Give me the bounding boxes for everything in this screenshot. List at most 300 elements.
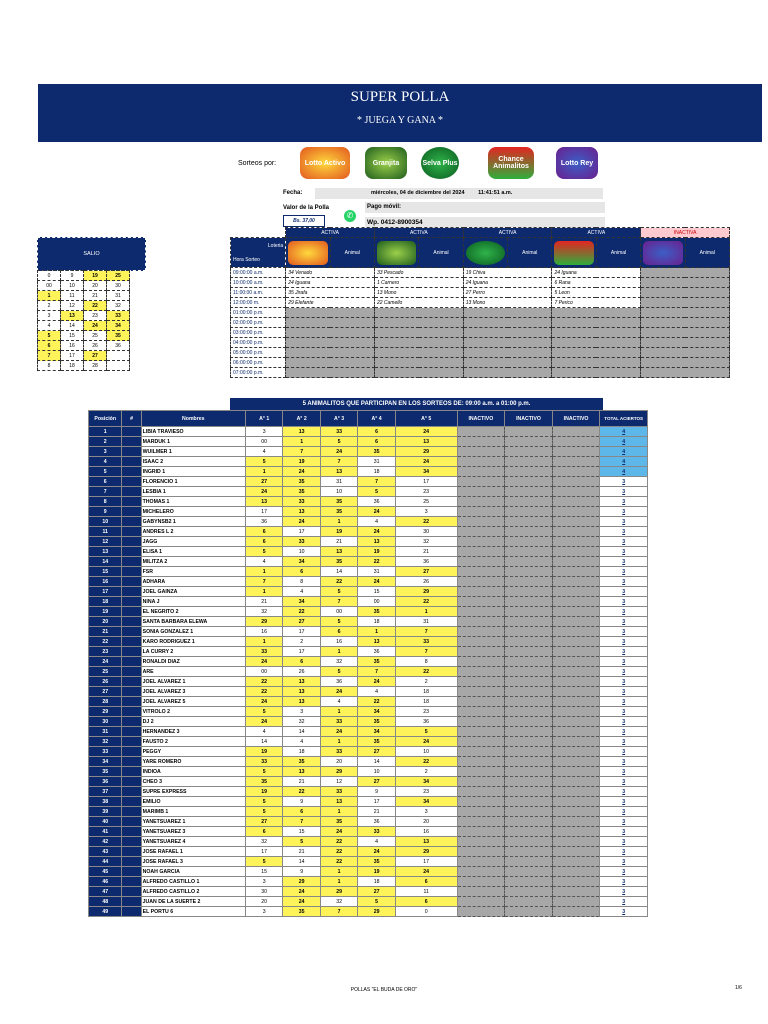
number-cell xyxy=(122,567,141,577)
schedule-result xyxy=(641,328,730,338)
pick-cell: 00 xyxy=(245,667,282,677)
inactive-cell xyxy=(457,887,505,897)
schedule-hour: 05:00:00 p.m. xyxy=(231,348,286,358)
salio-grid xyxy=(37,270,130,371)
pick-cell: 00 xyxy=(320,607,357,617)
pick-cell: 13 xyxy=(283,507,320,517)
number-cell xyxy=(122,647,141,657)
pick-cell: 1 xyxy=(245,467,282,477)
pick-cell: 6 xyxy=(245,537,282,547)
pick-cell: 22 xyxy=(358,697,395,707)
inactive-cell xyxy=(505,487,553,497)
inactive-cell xyxy=(505,787,553,797)
inactive-cell xyxy=(505,707,553,717)
pick-cell: 2 xyxy=(283,637,320,647)
pick-cell: 9 xyxy=(283,867,320,877)
pick-cell: 14 xyxy=(245,737,282,747)
name-cell: VITROLO 2 xyxy=(141,707,245,717)
pick-cell: 24 xyxy=(283,897,320,907)
inactive-cell xyxy=(552,587,600,597)
pick-cell: 5 xyxy=(245,767,282,777)
pick-cell: 34 xyxy=(358,727,395,737)
schedule-hour: 03:00:00 p.m. xyxy=(231,328,286,338)
pick-cell: 27 xyxy=(245,477,282,487)
position-cell: 28 xyxy=(89,697,122,707)
name-cell: RONALDI DIAZ xyxy=(141,657,245,667)
total-cell: 3 xyxy=(600,637,648,647)
number-cell xyxy=(122,687,141,697)
inactive-cell xyxy=(505,747,553,757)
name-cell: JOEL ALVAREZ 3 xyxy=(141,687,245,697)
pick-cell: 35 xyxy=(358,737,395,747)
inactive-cell xyxy=(552,897,600,907)
inactive-cell xyxy=(552,437,600,447)
salio-cell: 28 xyxy=(84,361,107,371)
inactive-cell xyxy=(505,527,553,537)
pick-cell: 29 xyxy=(283,877,320,887)
pick-cell: 13 xyxy=(320,547,357,557)
pick-cell: 35 xyxy=(358,447,395,457)
pick-cell: 1 xyxy=(320,737,357,747)
name-cell: ELISA 1 xyxy=(141,547,245,557)
pick-cell: 10 xyxy=(358,767,395,777)
lotto-activo-col xyxy=(286,238,330,268)
pick-cell: 4 xyxy=(245,727,282,737)
salio-cell: 5 xyxy=(38,331,61,341)
total-cell: 3 xyxy=(600,887,648,897)
lotto-rey-logo: Lotto Rey xyxy=(556,147,598,179)
pick-cell: 6 xyxy=(283,657,320,667)
inactive-cell xyxy=(505,837,553,847)
name-cell: JUAN DE LA SUERTE 2 xyxy=(141,897,245,907)
pick-cell: 22 xyxy=(395,757,457,767)
schedule-result: 1 Carnero xyxy=(374,278,463,288)
inactive-cell xyxy=(505,457,553,467)
inactive-cell xyxy=(457,827,505,837)
pick-cell: 6 xyxy=(283,807,320,817)
salio-cell xyxy=(107,351,130,361)
pick-cell: 10 xyxy=(395,747,457,757)
position-cell: 25 xyxy=(89,667,122,677)
inactive-cell xyxy=(505,567,553,577)
pick-cell: 36 xyxy=(358,817,395,827)
pick-cell: 30 xyxy=(395,527,457,537)
number-cell xyxy=(122,667,141,677)
pick-cell: 22 xyxy=(395,517,457,527)
pick-cell: 24 xyxy=(283,467,320,477)
pick-cell: 24 xyxy=(395,867,457,877)
inactive-cell xyxy=(552,767,600,777)
pick-cell: 29 xyxy=(395,447,457,457)
name-cell: YARE ROMERO xyxy=(141,757,245,767)
pick-cell: 4 xyxy=(245,447,282,457)
name-cell: JAGG xyxy=(141,537,245,547)
pick-cell: 9 xyxy=(283,797,320,807)
inactive-cell xyxy=(457,647,505,657)
pick-cell: 36 xyxy=(358,647,395,657)
pick-cell: 27 xyxy=(358,747,395,757)
salio-cell: 24 xyxy=(84,321,107,331)
pick-cell: 23 xyxy=(395,787,457,797)
schedule-hour: 12:00:00 m. xyxy=(231,298,286,308)
total-cell: 3 xyxy=(600,787,648,797)
number-cell xyxy=(122,677,141,687)
inactive-cell xyxy=(552,447,600,457)
inactive-cell xyxy=(457,607,505,617)
name-cell: MARIMB 1 xyxy=(141,807,245,817)
pick-cell: 4 xyxy=(245,557,282,567)
schedule-result: 6 Rana xyxy=(552,278,641,288)
inactive-cell xyxy=(505,577,553,587)
pick-cell: 00 xyxy=(245,437,282,447)
inactive-cell xyxy=(505,537,553,547)
pick-cell: 7 xyxy=(358,667,395,677)
pick-cell: 24 xyxy=(358,507,395,517)
number-cell xyxy=(122,467,141,477)
pick-cell: 6 xyxy=(245,827,282,837)
inactive-cell xyxy=(552,817,600,827)
number-cell xyxy=(122,437,141,447)
schedule-result xyxy=(641,368,730,378)
inactive-cell xyxy=(505,497,553,507)
salio-cell: 0 xyxy=(38,271,61,281)
fecha-value: miércoles, 04 de diciembre del 2024 xyxy=(371,190,465,196)
pick-cell: 34 xyxy=(358,707,395,717)
pick-cell: 15 xyxy=(245,867,282,877)
pick-cell: 21 xyxy=(395,547,457,557)
inactive-cell xyxy=(552,637,600,647)
pick-cell: 20 xyxy=(395,817,457,827)
number-cell xyxy=(122,907,141,917)
name-cell: ISAAC 2 xyxy=(141,457,245,467)
inactive-cell xyxy=(505,437,553,447)
pick-cell: 5 xyxy=(358,897,395,907)
pick-cell: 4 xyxy=(283,587,320,597)
inactive-cell xyxy=(457,757,505,767)
inactive-cell xyxy=(505,867,553,877)
name-cell: LESBIA 1 xyxy=(141,487,245,497)
pick-cell: 33 xyxy=(283,537,320,547)
schedule-result xyxy=(286,368,375,378)
number-cell xyxy=(122,477,141,487)
pick-cell: 4 xyxy=(358,687,395,697)
salio-cell: 19 xyxy=(84,271,107,281)
number-cell xyxy=(122,657,141,667)
pick-cell: 5 xyxy=(245,797,282,807)
inactive-cell xyxy=(552,747,600,757)
pick-cell: 24 xyxy=(320,827,357,837)
number-cell xyxy=(122,627,141,637)
pick-cell: 3 xyxy=(395,807,457,817)
position-cell: 14 xyxy=(89,557,122,567)
pick-cell: 1 xyxy=(395,607,457,617)
position-cell: 4 xyxy=(89,457,122,467)
animal-col-4: Animal xyxy=(596,238,640,268)
schedule-result: 5 Leon xyxy=(552,288,641,298)
pick-cell: 35 xyxy=(320,507,357,517)
pick-cell: 21 xyxy=(245,597,282,607)
inactive-cell xyxy=(457,667,505,677)
schedule-result: 24 Iguana xyxy=(286,278,375,288)
position-cell: 13 xyxy=(89,547,122,557)
inactive-cell xyxy=(552,577,600,587)
inactive-cell xyxy=(457,637,505,647)
pick-cell: 1 xyxy=(320,707,357,717)
pick-cell: 13 xyxy=(283,427,320,437)
pick-cell: 24 xyxy=(283,517,320,527)
pick-cell: 29 xyxy=(395,587,457,597)
number-cell xyxy=(122,497,141,507)
number-cell xyxy=(122,547,141,557)
pick-cell: 7 xyxy=(245,577,282,587)
position-cell: 41 xyxy=(89,827,122,837)
pick-cell: 18 xyxy=(395,697,457,707)
pick-cell: 6 xyxy=(395,897,457,907)
pick-cell: 35 xyxy=(283,907,320,917)
inactive-cell xyxy=(505,617,553,627)
inactive-cell xyxy=(505,907,553,917)
salio-cell: 9 xyxy=(61,271,84,281)
pick-cell: 34 xyxy=(283,597,320,607)
pick-cell: 26 xyxy=(283,667,320,677)
inactive-cell xyxy=(457,777,505,787)
inactive-cell xyxy=(505,677,553,687)
schedule-result xyxy=(641,338,730,348)
pick-cell: 5 xyxy=(245,707,282,717)
number-cell xyxy=(122,557,141,567)
pick-cell: 5 xyxy=(395,727,457,737)
pick-cell: 29 xyxy=(245,617,282,627)
inactive-cell xyxy=(457,437,505,447)
inactive-cell xyxy=(505,737,553,747)
pick-cell: 13 xyxy=(245,497,282,507)
pick-cell: 13 xyxy=(358,637,395,647)
inactive-cell xyxy=(552,787,600,797)
pick-cell: 24 xyxy=(245,657,282,667)
pick-cell: 22 xyxy=(395,597,457,607)
position-cell: 36 xyxy=(89,777,122,787)
inactive-cell xyxy=(552,487,600,497)
pick-cell: 10 xyxy=(283,547,320,557)
name-cell: FSR xyxy=(141,567,245,577)
inactive-cell xyxy=(505,657,553,667)
position-cell: 10 xyxy=(89,517,122,527)
number-cell xyxy=(122,897,141,907)
status-2: ACTIVA xyxy=(374,228,463,238)
pick-cell: 18 xyxy=(395,687,457,697)
pick-cell: 24 xyxy=(395,457,457,467)
name-cell: YANETSUAREZ 4 xyxy=(141,837,245,847)
number-cell xyxy=(122,847,141,857)
position-cell: 11 xyxy=(89,527,122,537)
inactive-cell xyxy=(457,747,505,757)
pick-cell: 27 xyxy=(358,777,395,787)
pick-cell: 22 xyxy=(245,677,282,687)
pick-cell: 33 xyxy=(283,497,320,507)
pick-cell: 32 xyxy=(320,897,357,907)
name-cell: DJ 2 xyxy=(141,717,245,727)
inactive-cell xyxy=(552,697,600,707)
pick-cell: 33 xyxy=(320,787,357,797)
total-cell: 3 xyxy=(600,697,648,707)
number-cell xyxy=(122,777,141,787)
schedule-result: 33 Pescado xyxy=(374,268,463,278)
pick-cell: 7 xyxy=(320,457,357,467)
pick-cell: 33 xyxy=(320,717,357,727)
name-cell: SONIA GONZALEZ 1 xyxy=(141,627,245,637)
chance-animalitos-logo: Chance Animalitos xyxy=(488,147,534,179)
schedule-result xyxy=(286,338,375,348)
total-cell: 4 xyxy=(600,437,648,447)
inactive-cell xyxy=(457,677,505,687)
pick-cell: 26 xyxy=(395,577,457,587)
pick-cell: 5 xyxy=(320,617,357,627)
position-cell: 18 xyxy=(89,597,122,607)
pick-cell: 31 xyxy=(358,457,395,467)
pick-cell: 27 xyxy=(358,887,395,897)
total-cell: 3 xyxy=(600,597,648,607)
pick-cell: 24 xyxy=(245,717,282,727)
pick-cell: 18 xyxy=(358,877,395,887)
position-cell: 26 xyxy=(89,677,122,687)
pick-cell: 22 xyxy=(283,787,320,797)
granjita-col xyxy=(374,238,418,268)
inactive-cell xyxy=(457,487,505,497)
pick-cell: 29 xyxy=(320,767,357,777)
inactive-cell xyxy=(457,877,505,887)
schedule-result xyxy=(552,328,641,338)
pick-cell: 18 xyxy=(283,747,320,757)
pick-cell: 7 xyxy=(283,817,320,827)
pick-cell: 5 xyxy=(245,857,282,867)
inactive-cell xyxy=(552,677,600,687)
pick-cell: 27 xyxy=(395,567,457,577)
pick-cell: 3 xyxy=(283,707,320,717)
total-cell: 3 xyxy=(600,587,648,597)
chance-col xyxy=(552,238,596,268)
pick-cell: 19 xyxy=(320,527,357,537)
schedule-result: 22 Camello xyxy=(374,298,463,308)
total-cell: 3 xyxy=(600,687,648,697)
inactive-cell xyxy=(457,547,505,557)
total-cell: 3 xyxy=(600,677,648,687)
pick-cell: 19 xyxy=(358,867,395,877)
name-cell: LA CURRY 2 xyxy=(141,647,245,657)
animal-col-5: Animal xyxy=(685,238,729,268)
pick-cell: 13 xyxy=(320,467,357,477)
status-1: ACTIVA xyxy=(286,228,375,238)
name-cell: YANETSUAREZ 1 xyxy=(141,817,245,827)
valor-value: Bs. 37,00 xyxy=(283,215,325,227)
inactive-cell xyxy=(505,477,553,487)
pick-cell: 11 xyxy=(395,887,457,897)
schedule-result xyxy=(286,358,375,368)
name-cell: EL PORTU 6 xyxy=(141,907,245,917)
inactive-cell xyxy=(552,457,600,467)
pick-cell: 18 xyxy=(358,467,395,477)
pick-cell: 1 xyxy=(245,567,282,577)
pick-cell: 13 xyxy=(320,797,357,807)
salio-cell: 17 xyxy=(61,351,84,361)
pick-cell: 6 xyxy=(320,627,357,637)
name-cell: FAUSTO 2 xyxy=(141,737,245,747)
name-cell: JOSE RAFAEL 1 xyxy=(141,847,245,857)
name-cell: MARDUK 1 xyxy=(141,437,245,447)
inactive-cell xyxy=(505,857,553,867)
pick-cell: 32 xyxy=(245,607,282,617)
pick-cell: 19 xyxy=(245,787,282,797)
inactive-cell xyxy=(457,817,505,827)
number-cell xyxy=(122,487,141,497)
pick-cell: 7 xyxy=(283,447,320,457)
position-cell: 7 xyxy=(89,487,122,497)
salio-cell: 3 xyxy=(38,311,61,321)
pick-cell: 22 xyxy=(320,837,357,847)
inactive-cell xyxy=(457,687,505,697)
pick-cell: 8 xyxy=(283,577,320,587)
name-cell: HERNANDEZ 3 xyxy=(141,727,245,737)
inactive-cell xyxy=(505,727,553,737)
pick-cell: 23 xyxy=(395,487,457,497)
schedule-result: 13 Mono xyxy=(374,288,463,298)
pick-cell: 31 xyxy=(395,617,457,627)
pick-cell: 13 xyxy=(283,677,320,687)
inactive-cell xyxy=(552,907,600,917)
schedule-result xyxy=(641,348,730,358)
col-inactivo-1: INACTIVO xyxy=(457,411,505,427)
pick-cell: 17 xyxy=(395,857,457,867)
inactive-cell xyxy=(505,607,553,617)
inactive-cell xyxy=(505,547,553,557)
position-cell: 33 xyxy=(89,747,122,757)
pick-cell: 13 xyxy=(395,837,457,847)
position-cell: 34 xyxy=(89,757,122,767)
name-cell: ADHARA xyxy=(141,577,245,587)
position-cell: 5 xyxy=(89,467,122,477)
total-cell: 3 xyxy=(600,567,648,577)
inactive-cell xyxy=(505,897,553,907)
col-total: TOTAL ACIERTOS xyxy=(600,411,648,427)
pick-cell: 33 xyxy=(320,427,357,437)
inactive-cell xyxy=(505,427,553,437)
position-cell: 44 xyxy=(89,857,122,867)
schedule-result xyxy=(463,328,552,338)
total-cell: 3 xyxy=(600,867,648,877)
salio-cell: 35 xyxy=(107,331,130,341)
pick-cell: 35 xyxy=(358,717,395,727)
schedule-hour: 02:00:00 p.m. xyxy=(231,318,286,328)
animal-col-2: Animal xyxy=(419,238,463,268)
total-cell: 4 xyxy=(600,457,648,467)
pick-cell: 4 xyxy=(358,837,395,847)
position-cell: 38 xyxy=(89,797,122,807)
schedule-result xyxy=(552,348,641,358)
pick-cell: 24 xyxy=(395,737,457,747)
total-cell: 3 xyxy=(600,877,648,887)
name-cell: FLORENCIO 1 xyxy=(141,477,245,487)
pick-cell: 34 xyxy=(395,777,457,787)
inactive-cell xyxy=(552,647,600,657)
inactive-cell xyxy=(457,467,505,477)
salio-cell: 7 xyxy=(38,351,61,361)
total-cell: 3 xyxy=(600,497,648,507)
inactive-cell xyxy=(552,507,600,517)
pick-cell: 2 xyxy=(395,677,457,687)
pick-cell: 24 xyxy=(320,687,357,697)
total-cell: 3 xyxy=(600,717,648,727)
inactive-cell xyxy=(552,517,600,527)
salio-cell: 6 xyxy=(38,341,61,351)
